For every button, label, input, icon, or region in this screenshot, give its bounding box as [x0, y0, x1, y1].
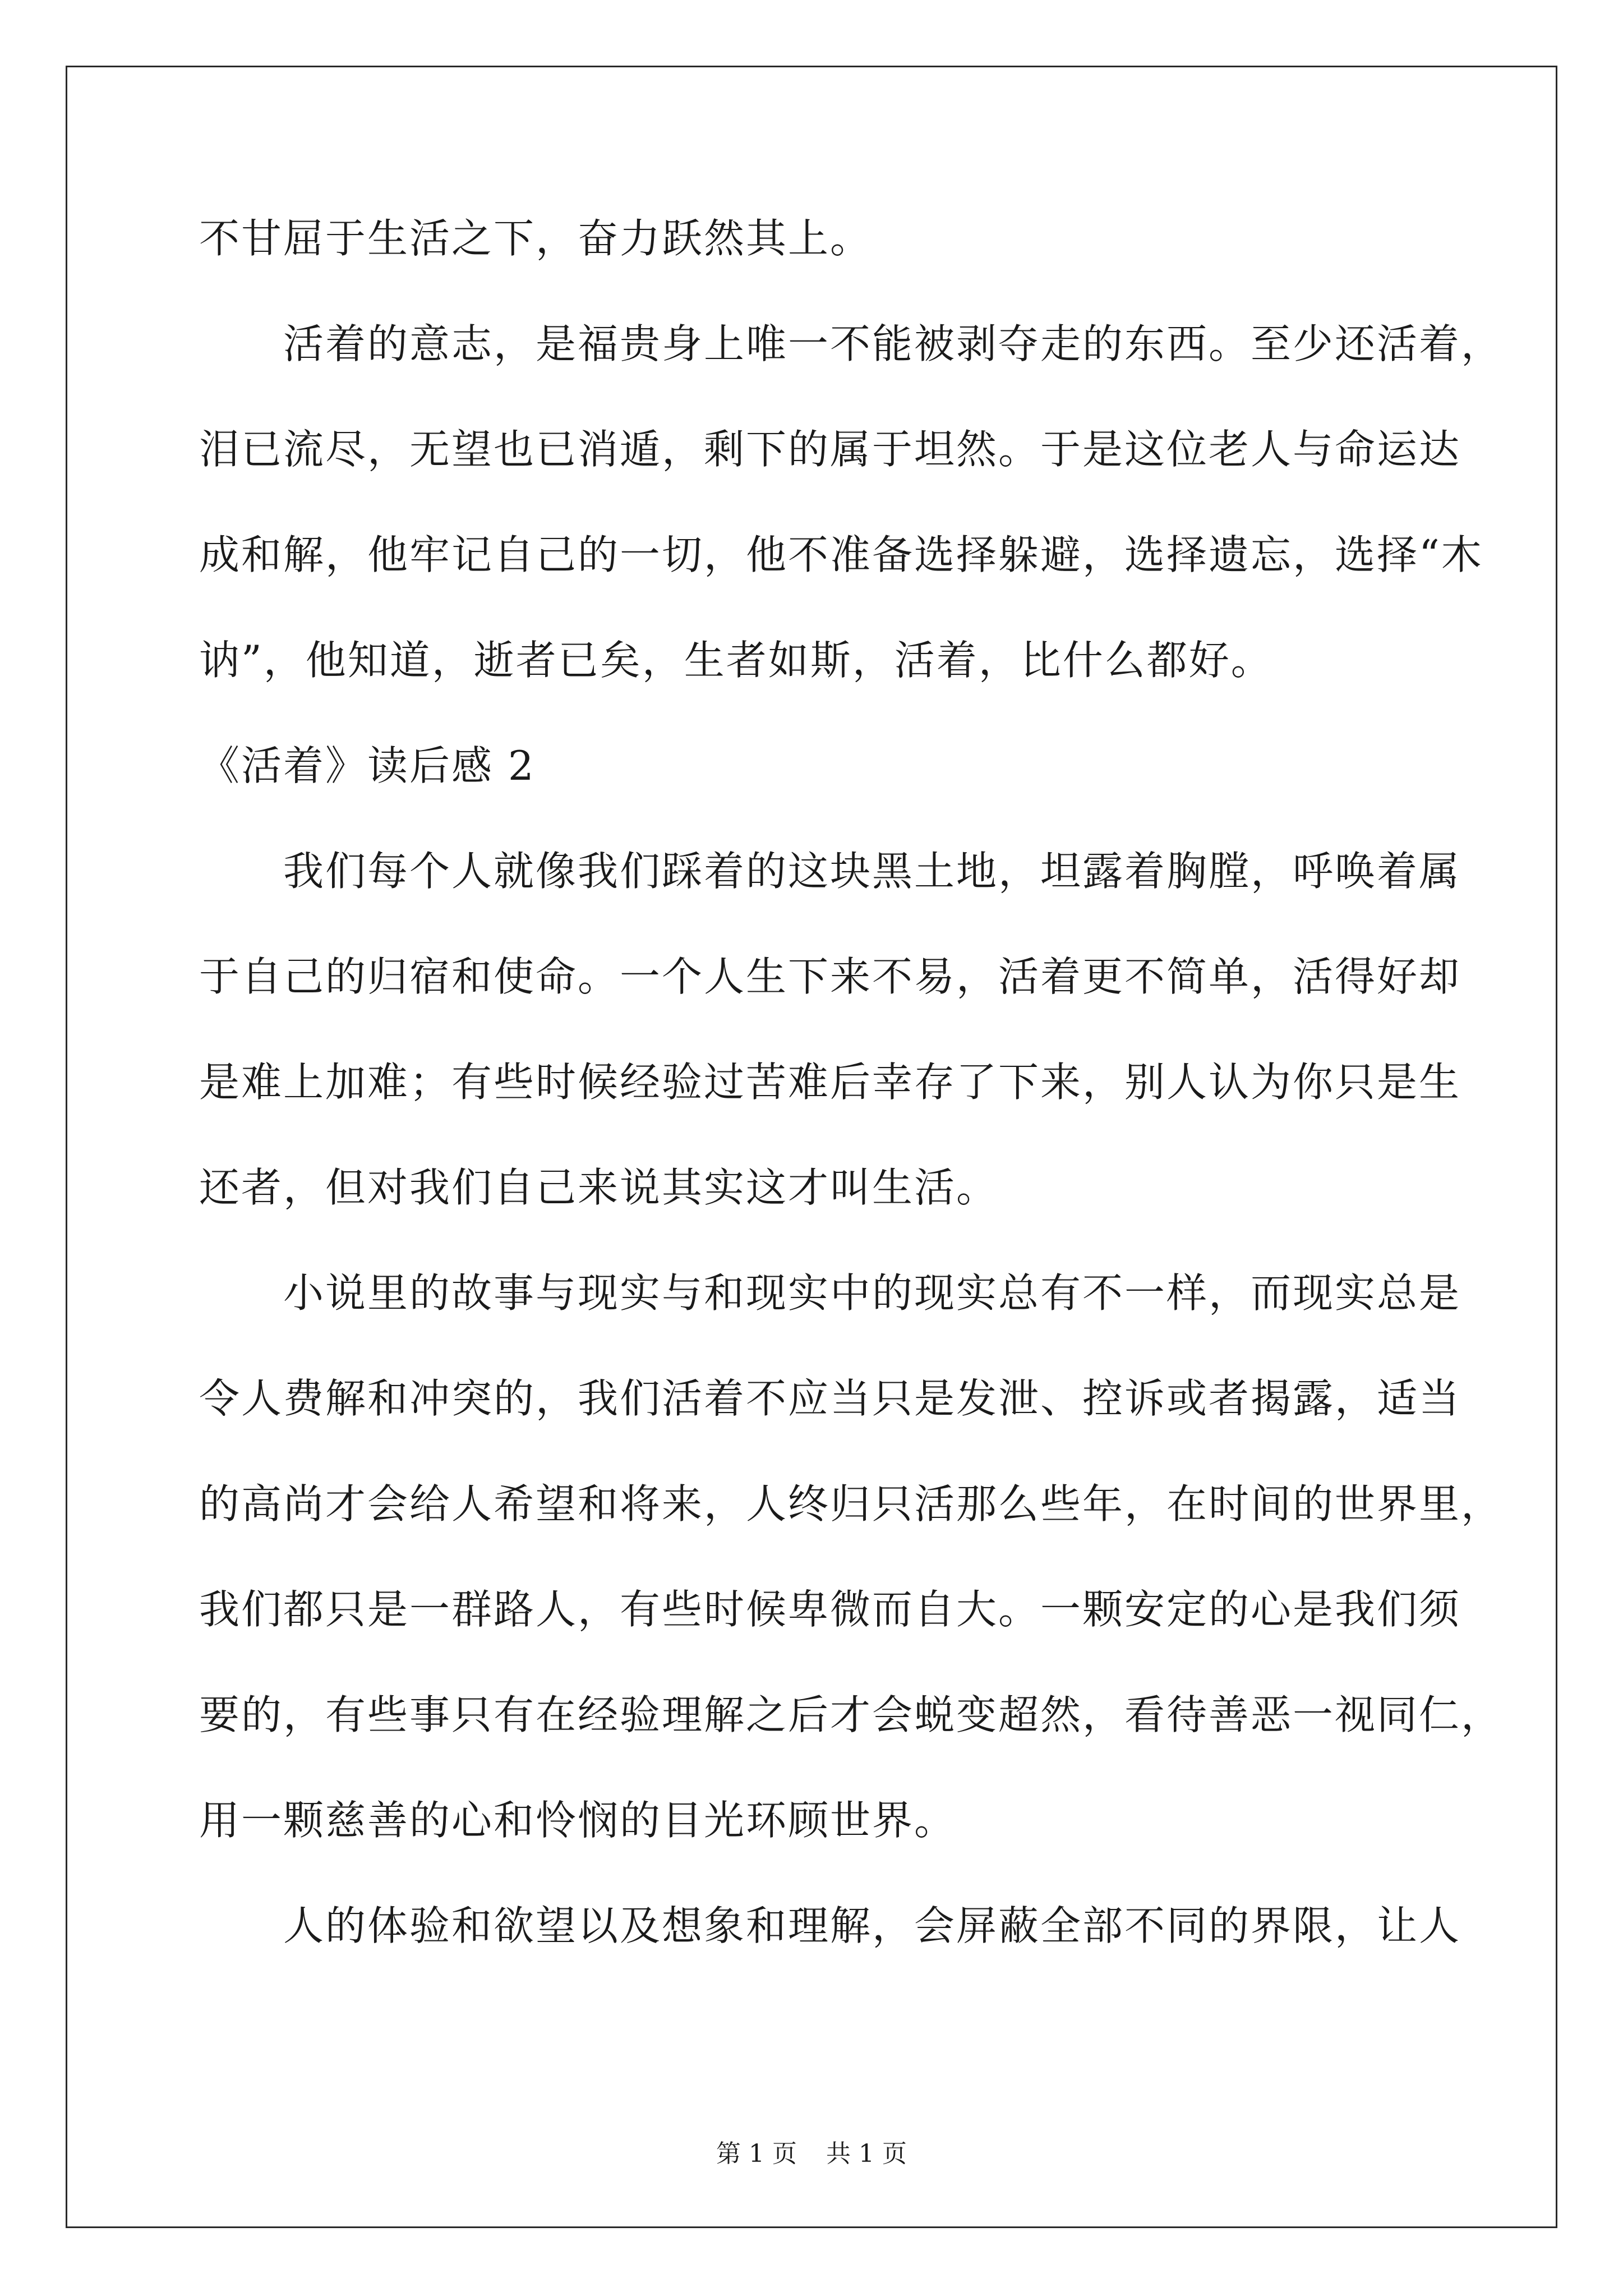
page-number: 第 1 页	[716, 2139, 797, 2168]
text-line: 的高尚才会给人希望和将来，人终归只活那么些年，在时间的世界里，	[199, 1480, 1504, 1527]
text-line: 令人费解和冲突的，我们活着不应当只是发泄、控诉或者揭露，适当	[199, 1375, 1461, 1422]
text-line: 于自己的归宿和使命。一个人生下来不易，活着更不简单，活得好却	[199, 953, 1461, 1000]
text-line: 要的，有些事只有在经验理解之后才会蜕变超然，看待善恶一视同仁，	[199, 1691, 1504, 1738]
paragraph-first-line: 我们每个人就像我们踩着的这块黑土地，坦露着胸膛，呼唤着属	[283, 848, 1461, 895]
text-line: 是难上加难；有些时候经验过苦难后幸存了下来，别人认为你只是生	[199, 1059, 1461, 1106]
paragraph-first-line: 小说里的故事与现实与和现实中的现实总有不一样，而现实总是	[283, 1269, 1461, 1317]
text-line: 不甘屈于生活之下，奋力跃然其上。	[199, 215, 873, 262]
paragraph-first-line: 活着的意志，是福贵身上唯一不能被剥夺走的东西。至少还活着，	[283, 320, 1504, 367]
text-line: 泪已流尽，无望也已消遁，剩下的属于坦然。于是这位老人与命运达	[199, 426, 1461, 473]
text-line: 还者，但对我们自己来说其实这才叫生活。	[199, 1164, 999, 1211]
document-body	[199, 213, 1504, 2006]
text-line: 用一颗慈善的心和怜悯的目光环顾世界。	[199, 1797, 957, 1844]
section-heading: 《活着》读后感 2	[199, 742, 536, 789]
page-total: 共 1 页	[826, 2139, 907, 2168]
text-line: 我们都只是一群路人，有些时候卑微而自大。一颗安定的心是我们须	[199, 1586, 1461, 1633]
text-line: 讷”，他知道，逝者已矣，生者如斯，活着，比什么都好。	[199, 637, 1273, 684]
page-footer	[0, 2138, 1623, 2170]
text-line: 成和解，他牢记自己的一切，他不准备选择躲避，选择遗忘，选择“木	[199, 531, 1483, 578]
paragraph-first-line: 人的体验和欲望以及想象和理解，会屏蔽全部不同的界限，让人	[283, 1902, 1461, 1949]
